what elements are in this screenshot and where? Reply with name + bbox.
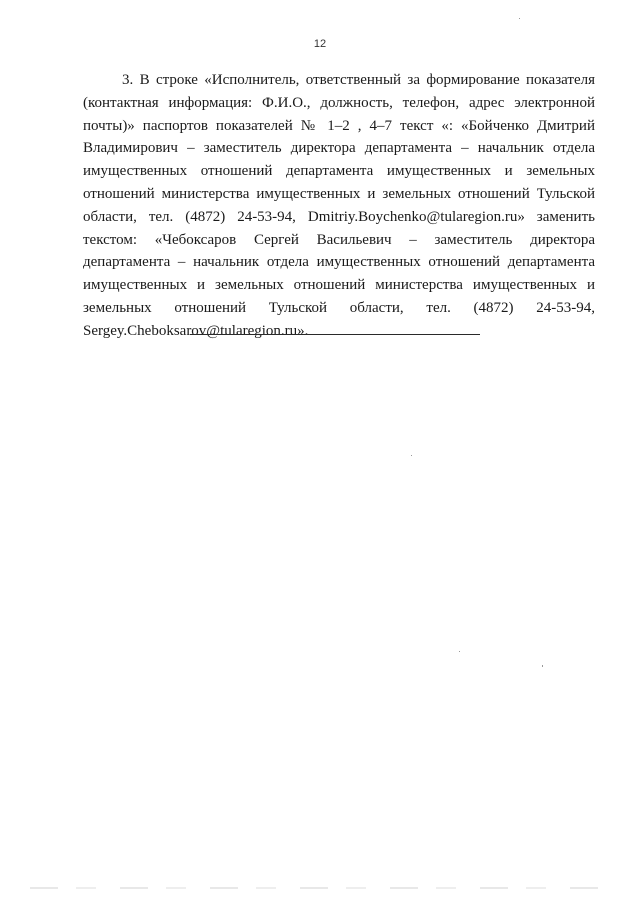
paragraph-line: (контактная информация: Ф.И.О., должность, телефон, адрес электронной: [83, 94, 595, 111]
paragraph-line: области, тел. (4872) 24-53-94, Dmitriy.Boychenko@tularegion.ru» заменить: [83, 208, 595, 225]
paragraph-line: имущественных отношений департамента имущественных и земельных: [83, 163, 595, 180]
paragraph-line: почты)» паспортов показателей № 1–2 , 4–7 текст «: «Бойченко Дмитрий: [83, 117, 595, 134]
page-number: 12: [313, 38, 327, 50]
scan-edge-noise: [30, 887, 610, 889]
paragraph-line: имущественных и земельных отношений министерства имущественных и: [83, 277, 595, 294]
separator-line: [190, 334, 480, 335]
paragraph-line: Sergey.Cheboksarov@tularegion.ru».: [83, 322, 309, 339]
scan-speck: [459, 651, 460, 652]
scan-speck: [411, 455, 412, 456]
paragraph-line: департамента – начальник отдела имущественных отношений департамента: [83, 254, 595, 271]
scan-speck: [542, 665, 543, 667]
paragraph-line: земельных отношений Тульской области, тел. (4872) 24-53-94,: [83, 299, 595, 316]
paragraph-line: текстом: «Чебоксаров Сергей Васильевич – заместитель директора: [83, 231, 595, 248]
paragraph-line: отношений министерства имущественных и земельных отношений Тульской: [83, 185, 595, 202]
paragraph-line: 3. В строке «Исполнитель, ответственный за формирование показателя: [122, 72, 595, 88]
document-paragraph: [83, 69, 595, 343]
scan-speck: [519, 18, 520, 19]
paragraph-line: Владимирович – заместитель директора департамента – начальник отдела: [83, 140, 595, 157]
